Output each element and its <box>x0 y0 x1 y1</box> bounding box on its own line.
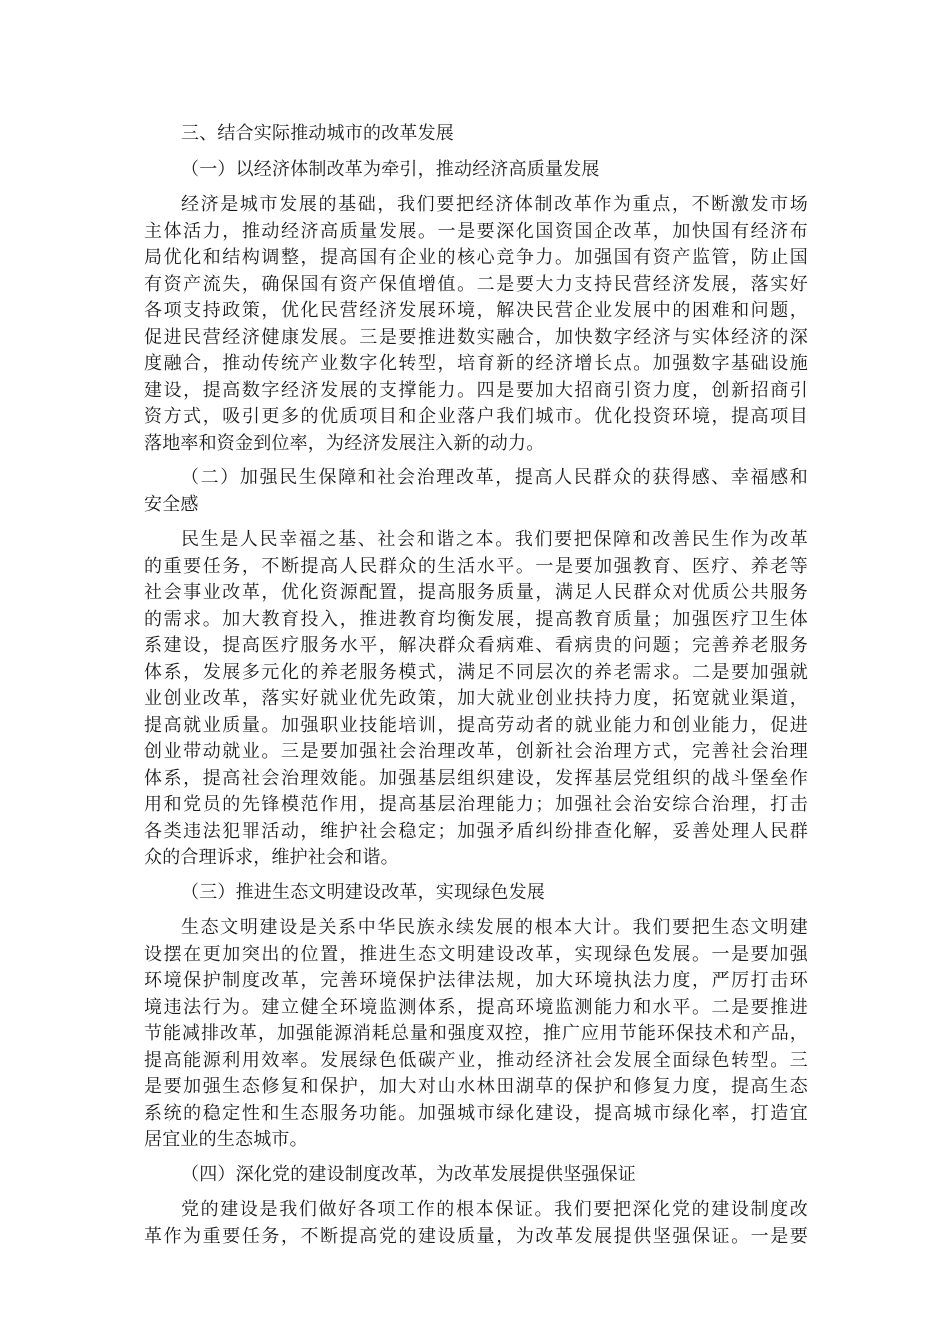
paragraph-line: 落地率和资金到位率，为经济发展注入新的动力。 <box>144 432 545 454</box>
paragraph-line: 民生是人民幸福之基、社会和谐之本。我们要把保障和改善民生作为改革 <box>181 529 808 550</box>
paragraph-line: 环境保护制度改革，完善环境保护法律法规，加大环境执法力度，严厉打击环 <box>144 970 808 991</box>
paragraph-line: 资方式，吸引更多的优质项目和企业落户我们城市。优化投资环境，提高项目 <box>144 406 808 427</box>
section-heading: 三、结合实际推动城市的改革发展 <box>181 123 454 144</box>
paragraph-line: 主体活力，推动经济高质量发展。一是要深化国资国企改革，加快国有经济布 <box>144 220 808 242</box>
paragraph-line: 的重要任务，不断提高人民群众的生活水平。一是要加强教育、医疗、养老等 <box>144 555 808 577</box>
subsection-2-title-line: 安全感 <box>144 493 199 515</box>
paragraph-line: 度融合，推动传统产业数字化转型，培育新的经济增长点。加强数字基础设施 <box>144 353 808 374</box>
paragraph-line: 各项支持政策，优化民营经济发展环境，解决民营企业发展中的困难和问题， <box>144 300 808 321</box>
paragraph-line: 各类违法犯罪活动，维护社会稳定；加强矛盾纠纷排查化解，妥善处理人民群 <box>144 820 808 842</box>
subsection-3-title: （三）推进生态文明建设改革，实现绿色发展 <box>181 881 545 903</box>
subsection-4-title: （四）深化党的建设制度改革，为改革发展提供坚强保证 <box>181 1163 636 1185</box>
paragraph-line: 革作为重要任务，不断提高党的建设质量，为改革发展提供坚强保证。一是要 <box>144 1225 808 1247</box>
paragraph-line: 局优化和结构调整，提高国有企业的核心竞争力。加强国有资产监管，防止国 <box>144 247 808 268</box>
subsection-4-paragraph <box>144 1197 808 1250</box>
paragraph-line: 系建设，提高医疗服务水平，解决群众看病难、看病贵的问题；完善养老服务 <box>144 635 808 656</box>
paragraph-line: 提高能源利用效率。发展绿色低碳产业，推动经济社会发展全面绿色转型。三 <box>144 1049 808 1071</box>
paragraph-line: 体系，发展多元化的养老服务模式，满足不同层次的养老需求。二是要加强就 <box>144 661 808 683</box>
paragraph-line: 社会事业改革，优化资源配置，提高服务质量，满足人民群众对优质公共服务 <box>144 582 808 603</box>
subsection-3-paragraph <box>144 915 808 1154</box>
paragraph-line: 有资产流失，确保国有资产保值增值。二是要大力支持民营经济发展，落实好 <box>144 273 808 295</box>
paragraph-line: 生态文明建设是关系中华民族永续发展的根本大计。我们要把生态文明建 <box>181 917 808 938</box>
paragraph-line: 经济是城市发展的基础，我们要把经济体制改革作为重点，不断激发市场 <box>181 194 808 215</box>
paragraph-line: 节能减排改革，加强能源消耗总量和强度双控，推广应用节能环保技术和产品， <box>144 1023 808 1044</box>
subsection-2-title-line: （二）加强民生保障和社会治理改革，提高人民群众的获得感、幸福感和 <box>181 467 808 488</box>
paragraph-line: 的需求。加大教育投入，推进教育均衡发展，提高教育质量；加强医疗卫生体 <box>144 608 808 630</box>
paragraph-line: 建设，提高数字经济发展的支撑能力。四是要加大招商引资力度，创新招商引 <box>144 379 808 401</box>
paragraph-line: 创业带动就业。三是要加强社会治理改革，创新社会治理方式，完善社会治理 <box>144 741 808 762</box>
subsection-2-title <box>144 465 808 518</box>
paragraph-line: 设摆在更加突出的位置，推进生态文明建设改革，实现绿色发展。一是要加强 <box>144 943 808 965</box>
subsection-2-paragraph <box>144 527 808 872</box>
paragraph-line: 体系，提高社会治理效能。加强基层组织建设，发挥基层党组织的战斗堡垒作 <box>144 767 808 789</box>
paragraph-line: 系统的稳定性和生态服务功能。加强城市绿化建设，提高城市绿化率，打造宜 <box>144 1102 808 1124</box>
paragraph-line: 用和党员的先锋模范作用，提高基层治理能力；加强社会治安综合治理，打击 <box>144 794 808 815</box>
paragraph-line: 是要加强生态修复和保护，加大对山水林田湖草的保护和修复力度，提高生态 <box>144 1076 808 1097</box>
paragraph-line: 居宜业的生态城市。 <box>144 1129 308 1150</box>
paragraph-line: 境违法行为。建立健全环境监测体系，提高环境监测能力和水平。二是要推进 <box>144 996 808 1018</box>
paragraph-line: 提高就业质量。加强职业技能培训，提高劳动者的就业能力和创业能力，促进 <box>144 714 808 736</box>
paragraph-line: 促进民营经济健康发展。三是要推进数实融合，加快数字经济与实体经济的深 <box>144 326 808 348</box>
paragraph-line: 众的合理诉求，维护社会和谐。 <box>144 847 399 868</box>
paragraph-line: 业创业改革，落实好就业优先政策，加大就业创业扶持力度，拓宽就业渠道， <box>144 688 808 709</box>
paragraph-line: 党的建设是我们做好各项工作的根本保证。我们要把深化党的建设制度改 <box>181 1199 808 1220</box>
subsection-1-paragraph <box>144 192 808 457</box>
subsection-1-title: （一）以经济体制改革为牵引，推动经济高质量发展 <box>181 158 600 180</box>
document-body <box>144 121 808 1258</box>
